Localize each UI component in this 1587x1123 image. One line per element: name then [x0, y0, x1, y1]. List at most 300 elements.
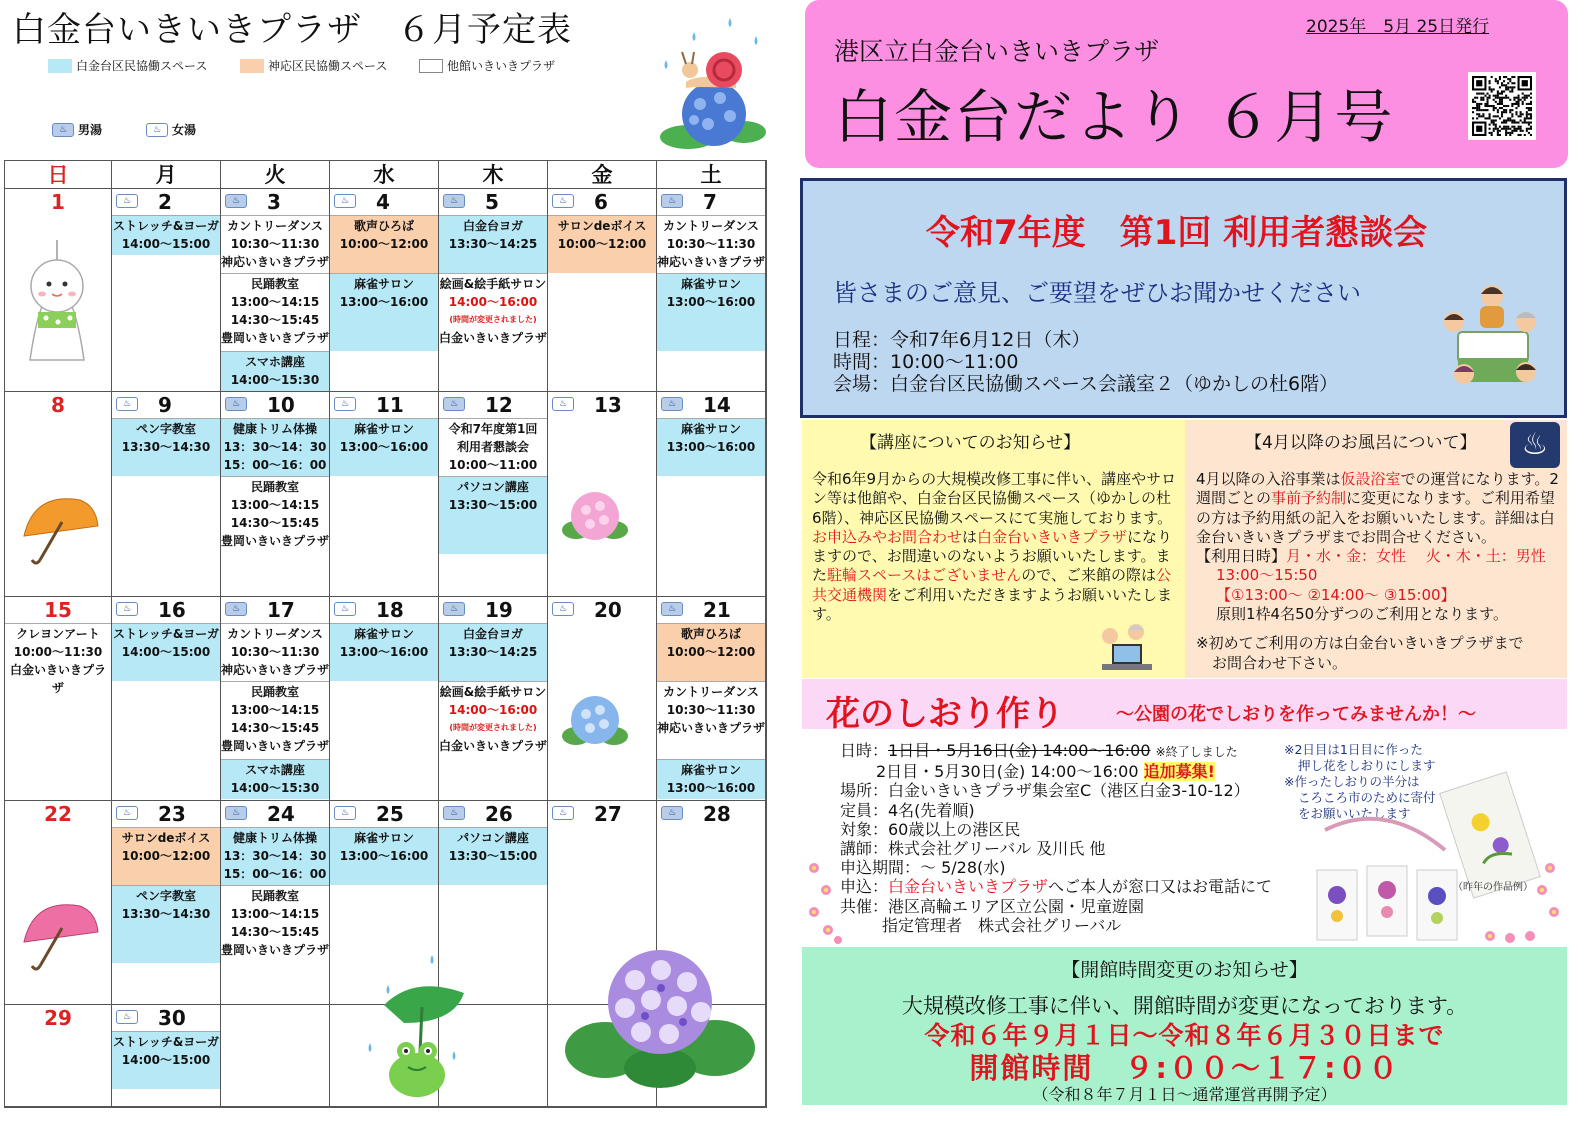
men-bath-icon: ♨: [661, 397, 683, 411]
event-line: 健康トリム体操: [232, 422, 317, 436]
event-line: 麻雀サロン: [353, 831, 414, 845]
event-line: 歌声ひろば: [353, 219, 414, 233]
event-line: (時間が変更されました): [449, 315, 537, 324]
men-bath-icon: ♨: [443, 194, 465, 208]
men-bath-icon: ♨: [443, 602, 465, 616]
flower-border-left-icon: [804, 860, 844, 946]
calendar-event[interactable]: [112, 885, 220, 963]
event-line: 白金台ヨガ: [462, 219, 523, 233]
event-line: 麻雀サロン: [680, 422, 741, 436]
day-number-row: [657, 189, 765, 215]
event-line: 民踊教室: [250, 277, 299, 291]
event-line: 13:00～14:15: [230, 498, 320, 512]
day-number-row: [548, 189, 656, 215]
day-cell[interactable]: [657, 189, 766, 392]
text: は: [962, 527, 978, 546]
text: ので、ご来館の際は: [1021, 566, 1156, 585]
day-number-row: [221, 189, 329, 215]
calendar-event[interactable]: [439, 215, 547, 273]
emphasis: お申込みやお問合わせ: [812, 527, 963, 546]
course-notice-heading: 【講座についてのお知らせ】: [860, 433, 1081, 453]
event-line: 13:00～16:00: [666, 295, 756, 309]
day-cell[interactable]: [221, 392, 330, 597]
event-line: 13:30～15:00: [448, 849, 538, 863]
hours-notice-time: 開館時間 ９:００～１７:００: [969, 1051, 1400, 1085]
women-bath-icon: ♨: [334, 602, 356, 616]
teruteru-bozu-illustration: [20, 240, 94, 370]
event-line: ストレッチ&ヨーガ: [112, 627, 220, 641]
flower-title: 花のしおり作り: [826, 694, 1064, 734]
day-number-row: [330, 597, 438, 623]
meeting-info: [833, 329, 1338, 395]
text: へご本人が窓口又はお電話にて: [1048, 877, 1273, 897]
day-number: 29: [44, 1006, 72, 1030]
event-line: 13:00～16:00: [339, 645, 429, 659]
event-line: 13:00～14:15: [230, 703, 320, 717]
calendar-event[interactable]: [221, 885, 329, 963]
legend-swatch-white: [419, 59, 443, 73]
bath-note-1: ※初めてご利用の方は白金台いきいきプラザまで: [1196, 634, 1524, 653]
calendar-event[interactable]: [330, 215, 438, 273]
day-number-row: [548, 801, 656, 827]
event-line: 白金いきいきプラザ: [439, 331, 548, 345]
day-number: 19: [485, 598, 513, 622]
emphasis: 白金台いきいきプラザ: [888, 877, 1049, 897]
calendar-event[interactable]: [112, 418, 220, 476]
bath-notice-p1: [1196, 470, 1562, 547]
day-cell[interactable]: [112, 189, 221, 392]
event-line: 10:30～11:30: [230, 237, 320, 251]
day-number: 24: [267, 802, 295, 826]
event-line: 利用者懇談会: [456, 440, 529, 454]
day-number: 18: [376, 598, 404, 622]
qr-code-icon[interactable]: [1468, 72, 1536, 140]
calendar-event[interactable]: [657, 273, 765, 351]
day-number-row: [112, 189, 220, 215]
day-number-row: [330, 801, 438, 827]
event-line: 10:00～12:00: [339, 237, 429, 251]
calendar-event[interactable]: [221, 759, 329, 799]
day-number: 16: [158, 598, 186, 622]
event-line: 14:30～15:45: [230, 925, 320, 939]
event-line: サロンdeボイス: [557, 219, 647, 233]
hydrangea-pink-illustration: [562, 486, 628, 552]
flower-place: 場所：白金いきいきプラザ集会室C（港区白金3-10-12）: [840, 781, 1250, 801]
calendar-event[interactable]: [112, 827, 220, 885]
event-line: 14:00～16:00: [448, 703, 538, 717]
men-bath-icon: ♨: [225, 602, 247, 616]
legend-shirokanedai: [48, 57, 207, 74]
event-line: 10:00～11:30: [13, 645, 103, 659]
bath-time-range: 13:00～15:50: [1216, 566, 1318, 585]
event-line: 10:30～11:30: [230, 645, 320, 659]
day-number-row: [112, 392, 220, 418]
bath-note-2: お問合わせ下さい。: [1212, 653, 1348, 672]
event-line: 10:00～12:00: [557, 237, 647, 251]
day-number: 14: [703, 393, 731, 417]
meeting-venue: 会場：白金台区民協働スペース会議室２（ゆかしの杜6階）: [833, 373, 1339, 395]
event-line: 絵画&絵手紙サロン: [439, 277, 547, 291]
day-cell[interactable]: [439, 597, 548, 801]
calendar-event[interactable]: [5, 623, 111, 695]
text: 日時：: [840, 741, 889, 760]
calendar-event[interactable]: [221, 418, 329, 476]
event-line: 14:00～15:00: [121, 237, 211, 251]
event-line: 民踊教室: [250, 685, 299, 699]
flower-cosponsor: 共催：港区高輪エリア区立公園・児童遊園: [840, 896, 1145, 916]
event-line: 13：30～14：30: [223, 440, 327, 454]
legend-label: 男湯: [78, 123, 103, 137]
legend-label: 他館いきいきプラザ: [447, 59, 556, 73]
day-number: 8: [51, 393, 65, 417]
event-line: ストレッチ&ヨーガ: [112, 1035, 220, 1049]
men-bath-icon: ♨: [443, 397, 465, 411]
snail-hydrangea-illustration: [652, 12, 770, 157]
men-bath-icon: ♨: [661, 194, 683, 208]
event-line: 13:00～16:00: [666, 781, 756, 795]
calendar-event[interactable]: [330, 418, 438, 476]
event-line: 10:00～12:00: [666, 645, 756, 659]
meeting-title: 令和7年度 第1回 利用者懇談会: [926, 213, 1428, 253]
hot-spring-icon: ♨: [1510, 422, 1560, 468]
day-cell[interactable]: [439, 392, 548, 597]
day-cell[interactable]: [330, 392, 439, 597]
legend-men-bath: [52, 121, 102, 138]
bath-icon: ♨: [146, 123, 168, 137]
legend-swatch-blue: [48, 59, 72, 73]
event-line: 民踊教室: [250, 480, 299, 494]
bath-slots: 【①13:00～ ②14:00～ ③15:00】: [1216, 585, 1456, 604]
day-number: 27: [594, 802, 622, 826]
day-cell[interactable]: [112, 801, 221, 1005]
event-line: 14:00～15:30: [230, 373, 320, 387]
event-line: (時間が変更されました): [449, 723, 537, 732]
event-line: 民踊教室: [250, 889, 299, 903]
day-number: 20: [594, 598, 622, 622]
day-number-row: [439, 392, 547, 418]
event-line: 13:00～14:15: [230, 907, 320, 921]
calendar-event[interactable]: [112, 1031, 220, 1089]
calendar-event[interactable]: [439, 623, 547, 681]
day-cell[interactable]: [548, 189, 657, 392]
women-bath-icon: ♨: [116, 806, 138, 820]
day-cell[interactable]: [5, 597, 112, 801]
event-line: 麻雀サロン: [353, 422, 414, 436]
day-number: 13: [594, 393, 622, 417]
emphasis: 月・水・金：女性 火・木・土：男性: [1286, 547, 1546, 566]
event-line: 10:30～11:30: [666, 703, 756, 717]
calendar-event[interactable]: [657, 681, 765, 759]
women-bath-icon: ♨: [116, 602, 138, 616]
flower-border-right-icon: [1480, 860, 1566, 946]
day-number-row: [439, 189, 547, 215]
day-number-row: [221, 801, 329, 827]
event-line: 14:30～15:45: [230, 516, 320, 530]
legend-label: 白金台区民協働スペース: [76, 59, 208, 73]
day-number: 11: [376, 393, 404, 417]
calendar-event[interactable]: [439, 681, 547, 759]
weekday-header: 日: [5, 161, 112, 189]
calendar-event[interactable]: [439, 827, 547, 885]
women-bath-icon: ♨: [116, 1010, 138, 1024]
course-notice-text: [812, 470, 1178, 624]
day-number: 9: [158, 393, 172, 417]
weekday-header: 金: [548, 161, 657, 189]
event-line: 白金いきいきプラザ: [9, 663, 106, 695]
day-cell[interactable]: [657, 392, 766, 597]
event-line: クレヨンアート: [16, 627, 100, 641]
day-cell[interactable]: [221, 801, 330, 1005]
text: 申込：: [840, 877, 889, 897]
event-line: 豊岡いきいきプラザ: [221, 943, 330, 957]
event-line: 麻雀サロン: [680, 277, 741, 291]
event-line: 13:30～14:30: [121, 440, 211, 454]
day-number-row: [439, 597, 547, 623]
text: 4月以降の入浴事業は: [1196, 470, 1341, 488]
note-line: ころころ市のために寄付: [1298, 790, 1436, 805]
calendar-event[interactable]: [221, 215, 329, 273]
women-bath-icon: ♨: [334, 194, 356, 208]
bath-notice-text: [1196, 470, 1562, 673]
calendar-event[interactable]: [548, 215, 656, 273]
day-cell[interactable]: [330, 597, 439, 801]
newsletter-title: 白金台だより ６月号: [834, 83, 1395, 151]
day-cell[interactable]: [112, 1005, 221, 1107]
legend-label: 女湯: [172, 123, 197, 137]
event-line: 令和7年度第1回: [448, 422, 538, 436]
hours-notice-line4: （令和８年７月１日～通常運営再開予定）: [1032, 1085, 1337, 1104]
event-line: 健康トリム体操: [232, 831, 317, 845]
event-line: ペン字教室: [135, 422, 196, 436]
event-line: 10:30～11:30: [666, 237, 756, 251]
calendar-event[interactable]: [112, 623, 220, 681]
calendar-event[interactable]: [221, 476, 329, 554]
day-number-row: [330, 392, 438, 418]
calendar-event[interactable]: [221, 623, 329, 681]
calendar-event[interactable]: [657, 215, 765, 273]
men-bath-icon: ♨: [661, 806, 683, 820]
event-line: カントリーダンス: [663, 219, 759, 233]
day-number-row: [221, 597, 329, 623]
event-line: 麻雀サロン: [353, 627, 414, 641]
day-number: 2: [158, 190, 172, 214]
calendar-event[interactable]: [112, 215, 220, 255]
text: に変更になります。ご利用希望の方は予約用紙の記入をお願いいたします。詳細は白金台いきいきプラザまでお問合せください。: [1196, 489, 1555, 546]
calendar-event[interactable]: [221, 827, 329, 885]
event-line: 14:00～15:00: [121, 1053, 211, 1067]
day-number-row: [221, 392, 329, 418]
day-cell[interactable]: [330, 189, 439, 392]
meeting-subtitle: 皆さまのご意見、ご要望をぜひお聞かせください: [833, 279, 1361, 307]
day-number-row: [548, 392, 656, 418]
event-line: 13:00～16:00: [666, 440, 756, 454]
hours-notice-heading: 【開館時間変更のお知らせ】: [1061, 959, 1308, 981]
event-line: 13:00～16:00: [339, 849, 429, 863]
day-number: 1: [51, 190, 65, 214]
event-line: 10:00～11:00: [448, 458, 538, 472]
event-line: 神応いきいきプラザ: [657, 255, 766, 269]
day-number-row: [657, 392, 765, 418]
day-number-row: [548, 597, 656, 623]
bath-rule: 原則1枠4名50分ずつのご利用となります。: [1216, 605, 1508, 624]
calendar-event[interactable]: [330, 827, 438, 885]
day-cell[interactable]: [221, 189, 330, 392]
emphasis: 公共交通機関: [812, 566, 1171, 604]
calendar-event[interactable]: [330, 273, 438, 351]
event-line: 14:00～15:00: [121, 645, 211, 659]
men-bath-icon: ♨: [225, 194, 247, 208]
women-bath-icon: ♨: [334, 806, 356, 820]
text: をご利用いただきますようお願いいたします。: [812, 585, 1173, 624]
note-line: ※2日目は1日目に作った: [1284, 742, 1423, 757]
flower-date-2: [840, 762, 1272, 781]
flower-date-1: [840, 741, 1272, 762]
event-line: スマホ講座: [245, 355, 305, 369]
legend-other: [419, 57, 555, 74]
umbrella-orange-icon: [22, 490, 102, 570]
calendar-event[interactable]: [330, 623, 438, 681]
calendar-event[interactable]: [439, 418, 547, 476]
weekday-header: 木: [439, 161, 548, 189]
event-line: 13:00～16:00: [339, 295, 429, 309]
legend-label: 神応区民協働スペース: [268, 59, 388, 73]
event-line: 白金台ヨガ: [462, 627, 523, 641]
day-number: 5: [485, 190, 499, 214]
event-line: サロンdeボイス: [121, 831, 211, 845]
text: 【利用日時】: [1196, 547, 1287, 566]
day-number-row: [112, 1005, 220, 1031]
legend-konnou: [240, 57, 387, 74]
weekday-header: 水: [330, 161, 439, 189]
event-line: 15：00～16：00: [223, 458, 327, 472]
event-line: 13:30～14:25: [448, 645, 538, 659]
event-line: パソコン講座: [457, 831, 529, 845]
calendar-event[interactable]: [657, 418, 765, 476]
day-number: 22: [44, 802, 72, 826]
men-bath-icon: ♨: [661, 602, 683, 616]
computer-seniors-illustration: [1096, 622, 1156, 674]
flower-period: 申込期間：～ 5/28(水): [840, 858, 1006, 878]
women-bath-icon: ♨: [552, 806, 574, 820]
calendar-event[interactable]: [439, 476, 547, 554]
meeting-time: 時間：10:00～11:00: [833, 351, 1019, 373]
event-line: 13:30～14:25: [448, 237, 538, 251]
flower-capacity: 定員：4名(先着順): [840, 800, 975, 820]
event-line: 豊岡いきいきプラザ: [221, 739, 330, 753]
ended-note: ※終了しました: [1155, 745, 1238, 759]
course-notice-p1: 令和6年9月からの大規模改修工事に伴い、講座やサロン等は他館や、白金台区民協働スペース（ゆかしの杜6階）、神応区民協働スペースにて実施しております。: [812, 470, 1177, 527]
event-line: カントリーダンス: [227, 627, 323, 641]
event-line: 豊岡いきいきプラザ: [221, 534, 330, 548]
flower-subtitle: ～公園の花でしおりを作ってみませんか！～: [1116, 704, 1476, 725]
weekday-header: 土: [657, 161, 766, 189]
event-line: スマホ講座: [245, 763, 305, 777]
photo-caption: （昨年の作品例）: [1453, 882, 1533, 893]
empty-cell: [221, 1005, 330, 1107]
note-line: 押し花をしおりにします: [1298, 758, 1436, 773]
men-bath-icon: ♨: [443, 806, 465, 820]
flower-target: 対象：60歳以上の港区民: [840, 819, 1021, 839]
day-cell[interactable]: [112, 597, 221, 801]
day-number: 17: [267, 598, 295, 622]
hydrangea-purple-illustration: [565, 940, 755, 1090]
day-number-row: [657, 801, 765, 827]
day-number: 21: [703, 598, 731, 622]
note-line: ※作ったしおりの半分は: [1284, 774, 1420, 789]
day-number-row: [5, 189, 111, 215]
day-number-row: [5, 801, 111, 827]
calendar-event[interactable]: [657, 759, 765, 799]
calendar-event[interactable]: [221, 681, 329, 759]
men-bath-icon: ♨: [225, 397, 247, 411]
weekday-header: 月: [112, 161, 221, 189]
women-bath-icon: ♨: [552, 397, 574, 411]
event-line: 10:00～12:00: [121, 849, 211, 863]
hours-notice-line1: 大規模改修工事に伴い、開館時間が変更になっております。: [901, 994, 1468, 1018]
emphasis: 仮設浴室: [1340, 470, 1401, 488]
day-number-row: [330, 189, 438, 215]
frog-leaf-illustration: [362, 955, 472, 1103]
day-number-row: [657, 597, 765, 623]
note-line: をお願いいたします: [1298, 806, 1411, 821]
umbrella-pink-icon: [22, 896, 102, 976]
event-line: 神応いきいきプラザ: [657, 721, 766, 735]
event-line: カントリーダンス: [663, 685, 759, 699]
day-number: 7: [703, 190, 717, 214]
event-line: 麻雀サロン: [353, 277, 414, 291]
calendar-event[interactable]: [439, 273, 547, 351]
bath-icon: ♨: [52, 123, 74, 137]
event-line: 14:00～16:00: [448, 295, 538, 309]
event-line: 神応いきいきプラザ: [221, 663, 330, 677]
day-cell[interactable]: [112, 392, 221, 597]
day-cell[interactable]: [221, 597, 330, 801]
day-number-row: [5, 1005, 111, 1031]
event-line: 14:30～15:45: [230, 313, 320, 327]
calendar-title: 白金台いきいきプラザ ６月予定表: [12, 10, 572, 50]
calendar-event[interactable]: [221, 273, 329, 351]
extra-recruit-badge: 追加募集!: [1143, 762, 1215, 782]
event-line: パソコン講座: [457, 480, 529, 494]
women-bath-icon: ♨: [116, 194, 138, 208]
bath-days: [1196, 547, 1562, 566]
day-number-row: [112, 597, 220, 623]
strikethrough-text: 1日目・5月16日(金) 14:00～16:00: [888, 741, 1151, 760]
calendar-event[interactable]: [657, 623, 765, 681]
women-bath-icon: ♨: [116, 397, 138, 411]
event-line: カントリーダンス: [227, 219, 323, 233]
hours-notice-period: 令和６年９月１日～令和８年６月３０日まで: [924, 1021, 1445, 1050]
text: 2日目・5月30日(金) 14:00～16:00: [876, 762, 1139, 782]
calendar-event[interactable]: [221, 351, 329, 391]
emphasis: 事前予約制: [1271, 489, 1347, 508]
women-bath-icon: ♨: [334, 397, 356, 411]
day-number: 12: [485, 393, 513, 417]
day-number: 3: [267, 190, 281, 214]
day-cell[interactable]: [657, 597, 766, 801]
day-number: 15: [44, 598, 72, 622]
day-number: 6: [594, 190, 608, 214]
event-line: 神応いきいきプラザ: [221, 255, 330, 269]
day-cell[interactable]: [439, 189, 548, 392]
day-number: 4: [376, 190, 390, 214]
day-number: 28: [703, 802, 731, 826]
publish-date: 2025年 5月 25日発行: [1306, 17, 1490, 37]
day-number: 23: [158, 802, 186, 826]
event-line: ストレッチ&ヨーガ: [112, 219, 220, 233]
event-line: 15：00～16：00: [223, 867, 327, 881]
day-cell[interactable]: [5, 1005, 112, 1107]
